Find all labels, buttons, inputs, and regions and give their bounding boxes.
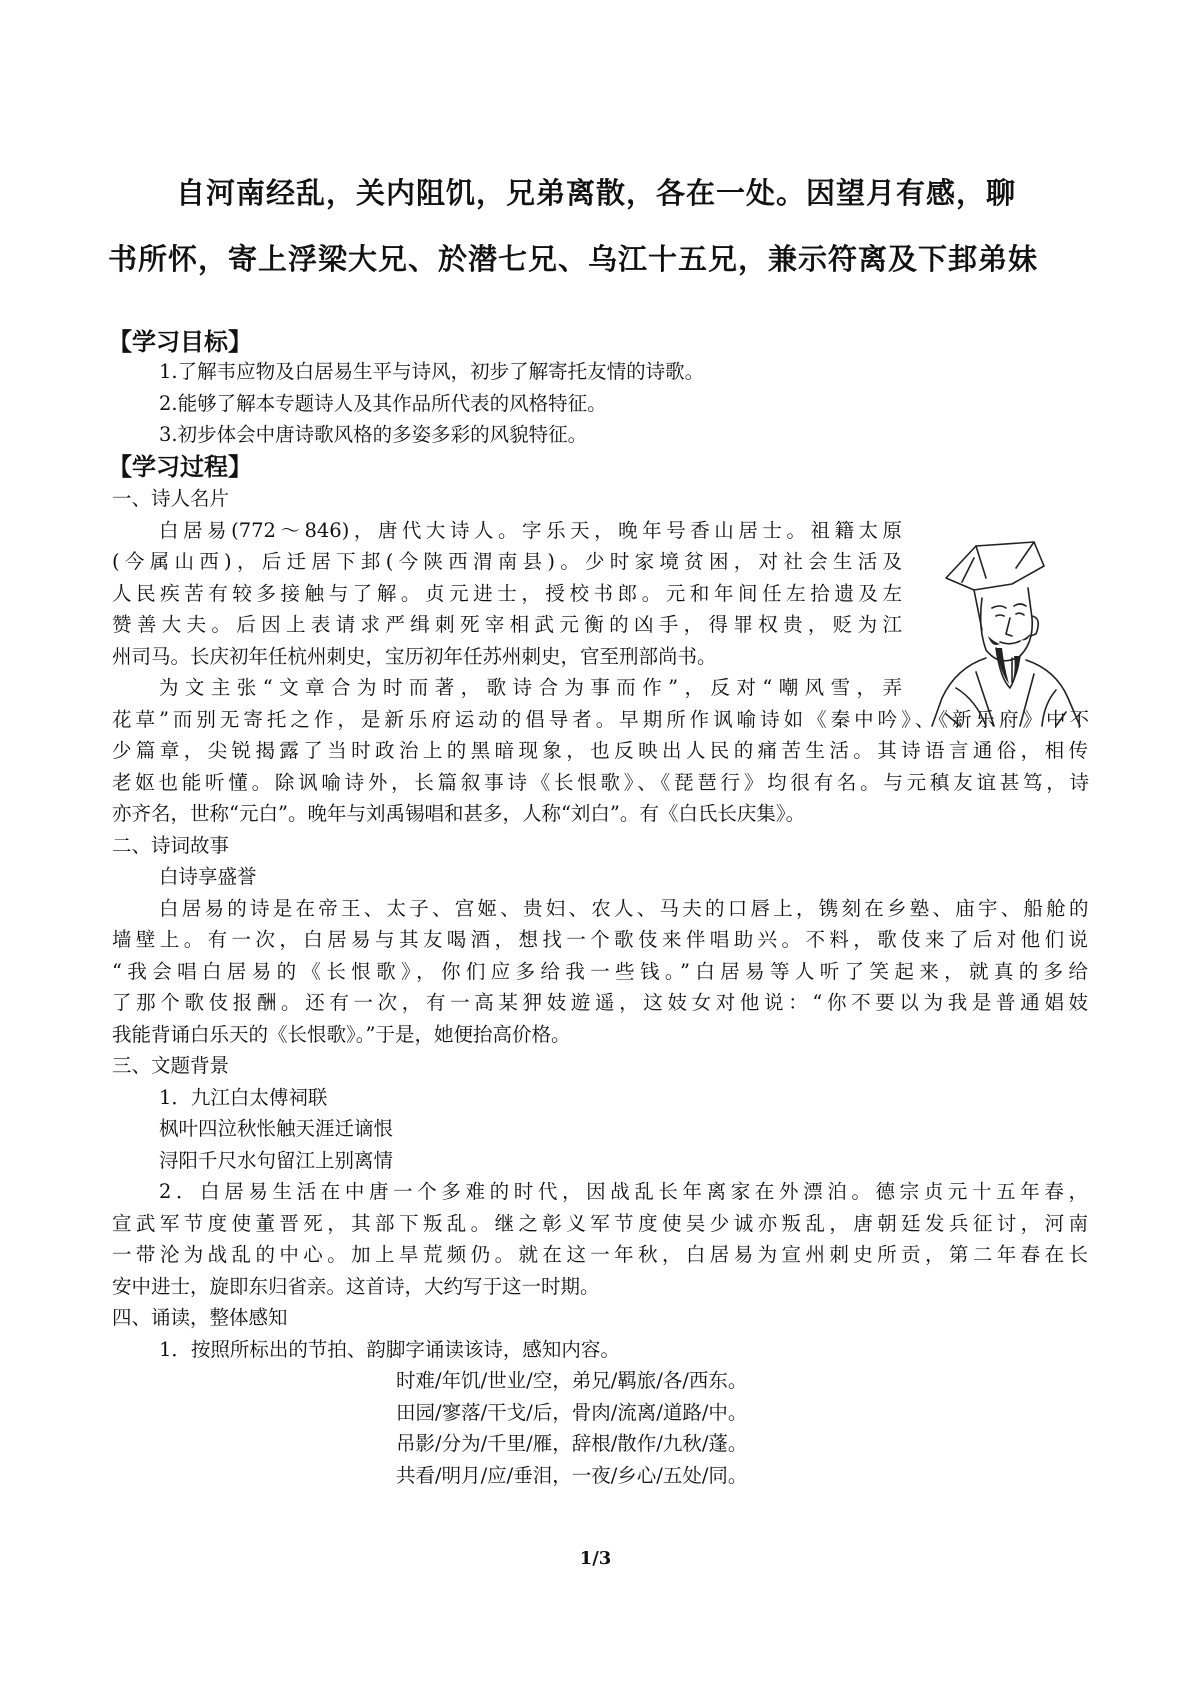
bio-line: 州司马。长庆初年任杭州刺史，宝历初年任苏州刺史，官至刑部尚书。 <box>112 644 717 668</box>
section-title: 一、诗人名片 <box>112 487 230 510</box>
process-heading: 【学习过程】 <box>108 453 252 481</box>
story-line: 了那个歌伎报酬。还有一次，有一高某狎妓遊遥，这妓女对他说：“你不要以为我是普通娼妓 <box>112 991 1088 1014</box>
goals-heading: 【学习目标】 <box>108 328 252 356</box>
story-subtitle: 白诗享盛誉 <box>159 865 257 888</box>
couplet-line: 枫叶四泣秋怅触天涯迁谪恨 <box>159 1117 394 1140</box>
bio-line: 赞善大夫。后因上表请求严缉刺死宰相武元衡的凶手，得罪权贵，贬为江 <box>112 613 902 636</box>
current-page: 1 <box>579 1548 593 1569</box>
bio-line: (今属山西)，后迁居下邽(今陕西渭南县)。少时家境贫困，对社会生活及 <box>112 550 902 573</box>
background-line: 安中进士，旋即东归省亲。这首诗，大约写于这一时期。 <box>112 1274 600 1298</box>
story-line: 白居易的诗是在帝王、太子、宫姬、贵妇、农人、马夫的口唇上，镌刻在乡塾、庙宇、船舱的 <box>159 896 1088 920</box>
total-pages: 3 <box>598 1548 612 1569</box>
poet-bio <box>112 515 902 704</box>
bai-juyi-portrait <box>916 538 1088 728</box>
title-line-2: 书所怀，寄上浮梁大兄、於潜七兄、乌江十五兄，兼示符离及下邽弟妹 <box>108 242 1039 276</box>
poem <box>112 1365 1088 1491</box>
poem-line: 吊影/分为/千里/雁，辞根/散作/九秋/蓬。 <box>396 1432 748 1455</box>
document-title <box>108 160 1088 292</box>
bio-line: 亦齐名，世称“元白”。晚年与刘禹锡唱和甚多，人称“刘白”。有《白氏长庆集》。 <box>112 802 806 825</box>
couplet-line: 浔阳千尺水句留江上别离情 <box>159 1148 394 1172</box>
bio-line: 少篇章，尖锐揭露了当时政治上的黑暗现象，也反映出人民的痛苦生活。其诗语言通俗，相传 <box>112 739 1088 762</box>
story-line: 我能背诵白乐天的《长恨歌》。”于是，她便抬高价格。 <box>112 1022 571 1046</box>
background-item: 1．九江白太傅祠联 <box>159 1085 328 1109</box>
section-title: 四、诵读，整体感知 <box>112 1306 288 1329</box>
poem-line: 田园/寥落/干戈/后，骨肉/流离/道路/中。 <box>396 1400 748 1424</box>
bio-line: 白居易(772～846)，唐代大诗人。字乐天，晚年号香山居士。祖籍太原 <box>159 518 902 542</box>
bio-line: 老妪也能听懂。除讽喻诗外，长篇叙事诗《长恨歌》、《琵琶行》均很有名。与元稹友谊甚笃，诗 <box>112 770 1088 794</box>
poem-line: 时难/年饥/世业/空，弟兄/羁旅/各/西东。 <box>396 1369 748 1392</box>
poem-line: 共看/明月/应/垂泪，一夜/乡心/五处/同。 <box>396 1463 748 1487</box>
section-title: 二、诗词故事 <box>112 833 230 857</box>
bio-line: 花草”而别无寄托之作，是新乐府运动的倡导者。早期所作讽喻诗如《秦中吟》、《新乐府》中不 <box>112 707 1088 731</box>
section-title: 三、文题背景 <box>112 1054 230 1077</box>
background-line: 2．白居易生活在中唐一个多难的时代，因战乱长年离家在外漂泊。德宗贞元十五年春， <box>159 1180 1088 1203</box>
goal-item: 3.初步体会中唐诗歌风格的多姿多彩的风貌特征。 <box>159 423 588 446</box>
reading-item: 1．按照所标出的节拍、韵脚字诵读该诗，感知内容。 <box>159 1337 620 1361</box>
page-separator: / <box>592 1548 599 1569</box>
title-line-1: 自河南经乱，关内阻饥，兄弟离散，各在一处。因望月有感，聊 <box>176 176 1017 210</box>
story-line: 墙壁上。有一次，白居易与其友喝酒，想找一个歌伎来伴唱助兴。不料，歌伎来了后对他们说 <box>112 928 1088 951</box>
story-line: “我会唱白居易的《长恨歌》，你们应多给我一些钱。”白居易等人听了笑起来，就真的多给 <box>112 959 1088 983</box>
goal-item: 1.了解韦应物及白居易生平与诗风，初步了解寄托友情的诗歌。 <box>159 360 705 383</box>
bio-line: 为文主张“文章合为时而著，歌诗合为事而作”，反对“嘲风雪，弄 <box>159 676 902 699</box>
background-line: 宣武军节度使董晋死，其部下叛乱。继之彰义军节度使吴少诚亦叛乱，唐朝廷发兵征讨，河南 <box>112 1211 1088 1235</box>
page-number <box>0 1548 1191 1569</box>
goals-list <box>112 356 1088 451</box>
goal-item: 2.能够了解本专题诗人及其作品所代表的风格特征。 <box>159 391 607 415</box>
background-line: 一带沦为战乱的中心。加上旱荒频仍。就在这一年秋，白居易为宣州刺史所贡，第二年春在长 <box>112 1243 1088 1266</box>
bio-line: 人民疾苦有较多接触与了解。贞元进士，授校书郎。元和年间任左拾遗及左 <box>112 581 902 605</box>
